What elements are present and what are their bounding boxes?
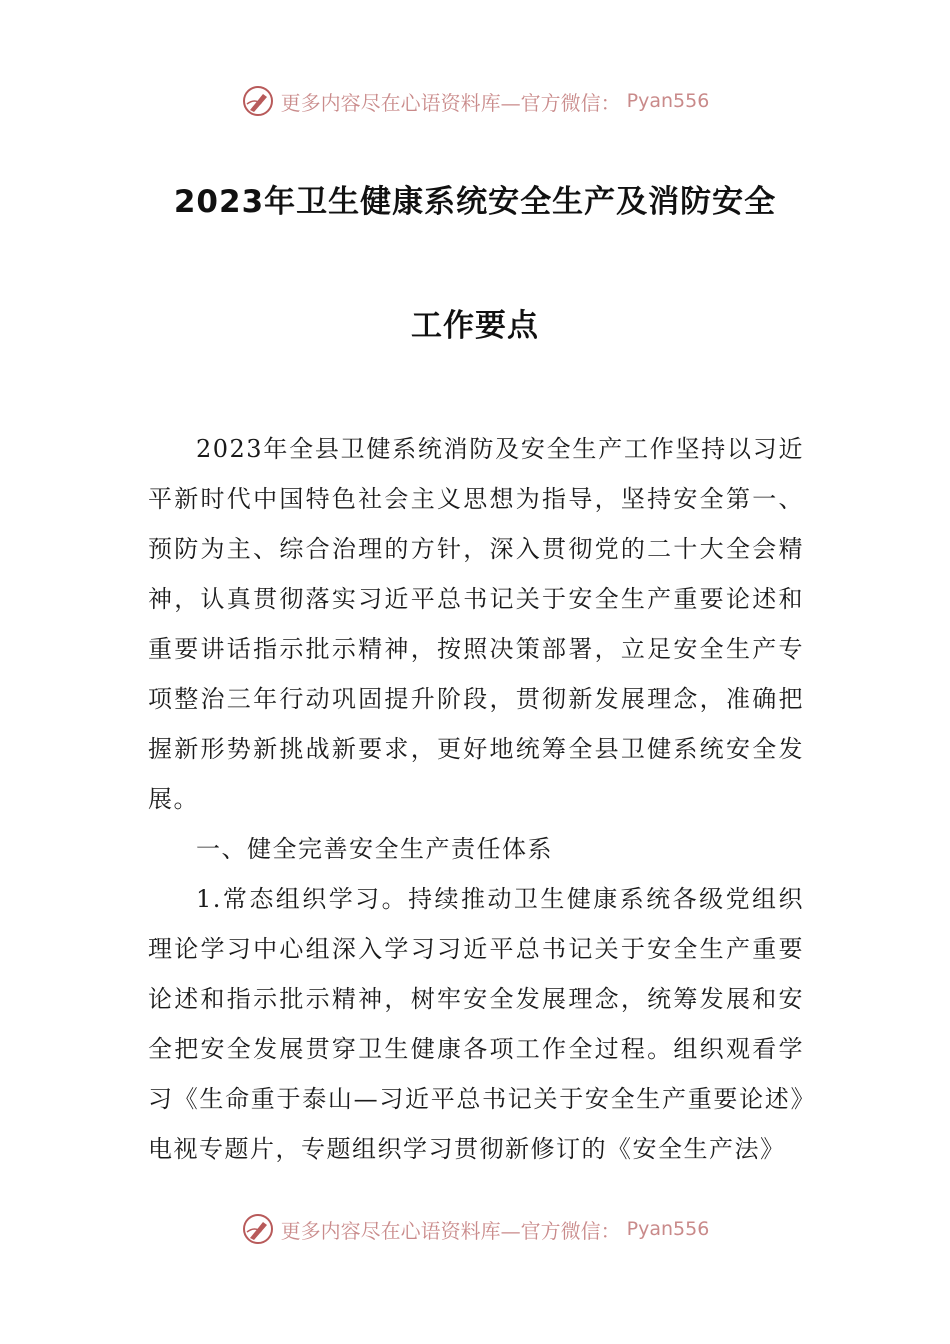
pen-nib-circle-icon <box>241 1212 275 1246</box>
watermark-wechat-id: Pyan556 <box>626 90 710 112</box>
watermark-text: 更多内容尽在心语资料库—官方微信： <box>280 1218 621 1243</box>
document-body <box>148 424 804 1174</box>
section-heading: 一、健全完善安全生产责任体系 <box>196 835 553 863</box>
watermark-footer <box>0 1212 950 1246</box>
intro-paragraph: 2023年全县卫健系统消防及安全生产工作坚持以习近平新时代中国特色社会主义思想为指导，坚持安全第一、预防为主、综合治理的方针，深入贯彻党的二十大全会精神，认真贯彻落实习近平总书记关于安全生产重要论述和重要讲话指示批示精神，按照决策部署，立足安全生产专项整治三年行动巩固提升阶段，贯彻新发展理念，准确把握新形势新挑战新要求，更好地统筹全县卫健系统安全发展。 <box>148 435 804 813</box>
watermark-header <box>0 84 950 118</box>
item-paragraph: 1.常态组织学习。持续推动卫生健康系统各级党组织理论学习中心组深入学习习近平总书记关于安全生产重要论述和指示批示精神，树牢安全发展理念，统筹发展和安全把安全发展贯穿卫生健康各项工作全过程。组织观看学习《生命重于泰山—习近平总书记关于安全生产重要论述》电视专题片，专题组织学习贯彻新修订的《安全生产法》 <box>148 885 804 1163</box>
document-title-line-2: 工作要点 <box>411 308 539 344</box>
watermark-text: 更多内容尽在心语资料库—官方微信： <box>280 90 621 115</box>
document-title-line-1: 2023年卫生健康系统安全生产及消防安全 <box>173 184 777 220</box>
pen-nib-circle-icon <box>241 84 275 118</box>
watermark-wechat-id: Pyan556 <box>626 1218 710 1240</box>
